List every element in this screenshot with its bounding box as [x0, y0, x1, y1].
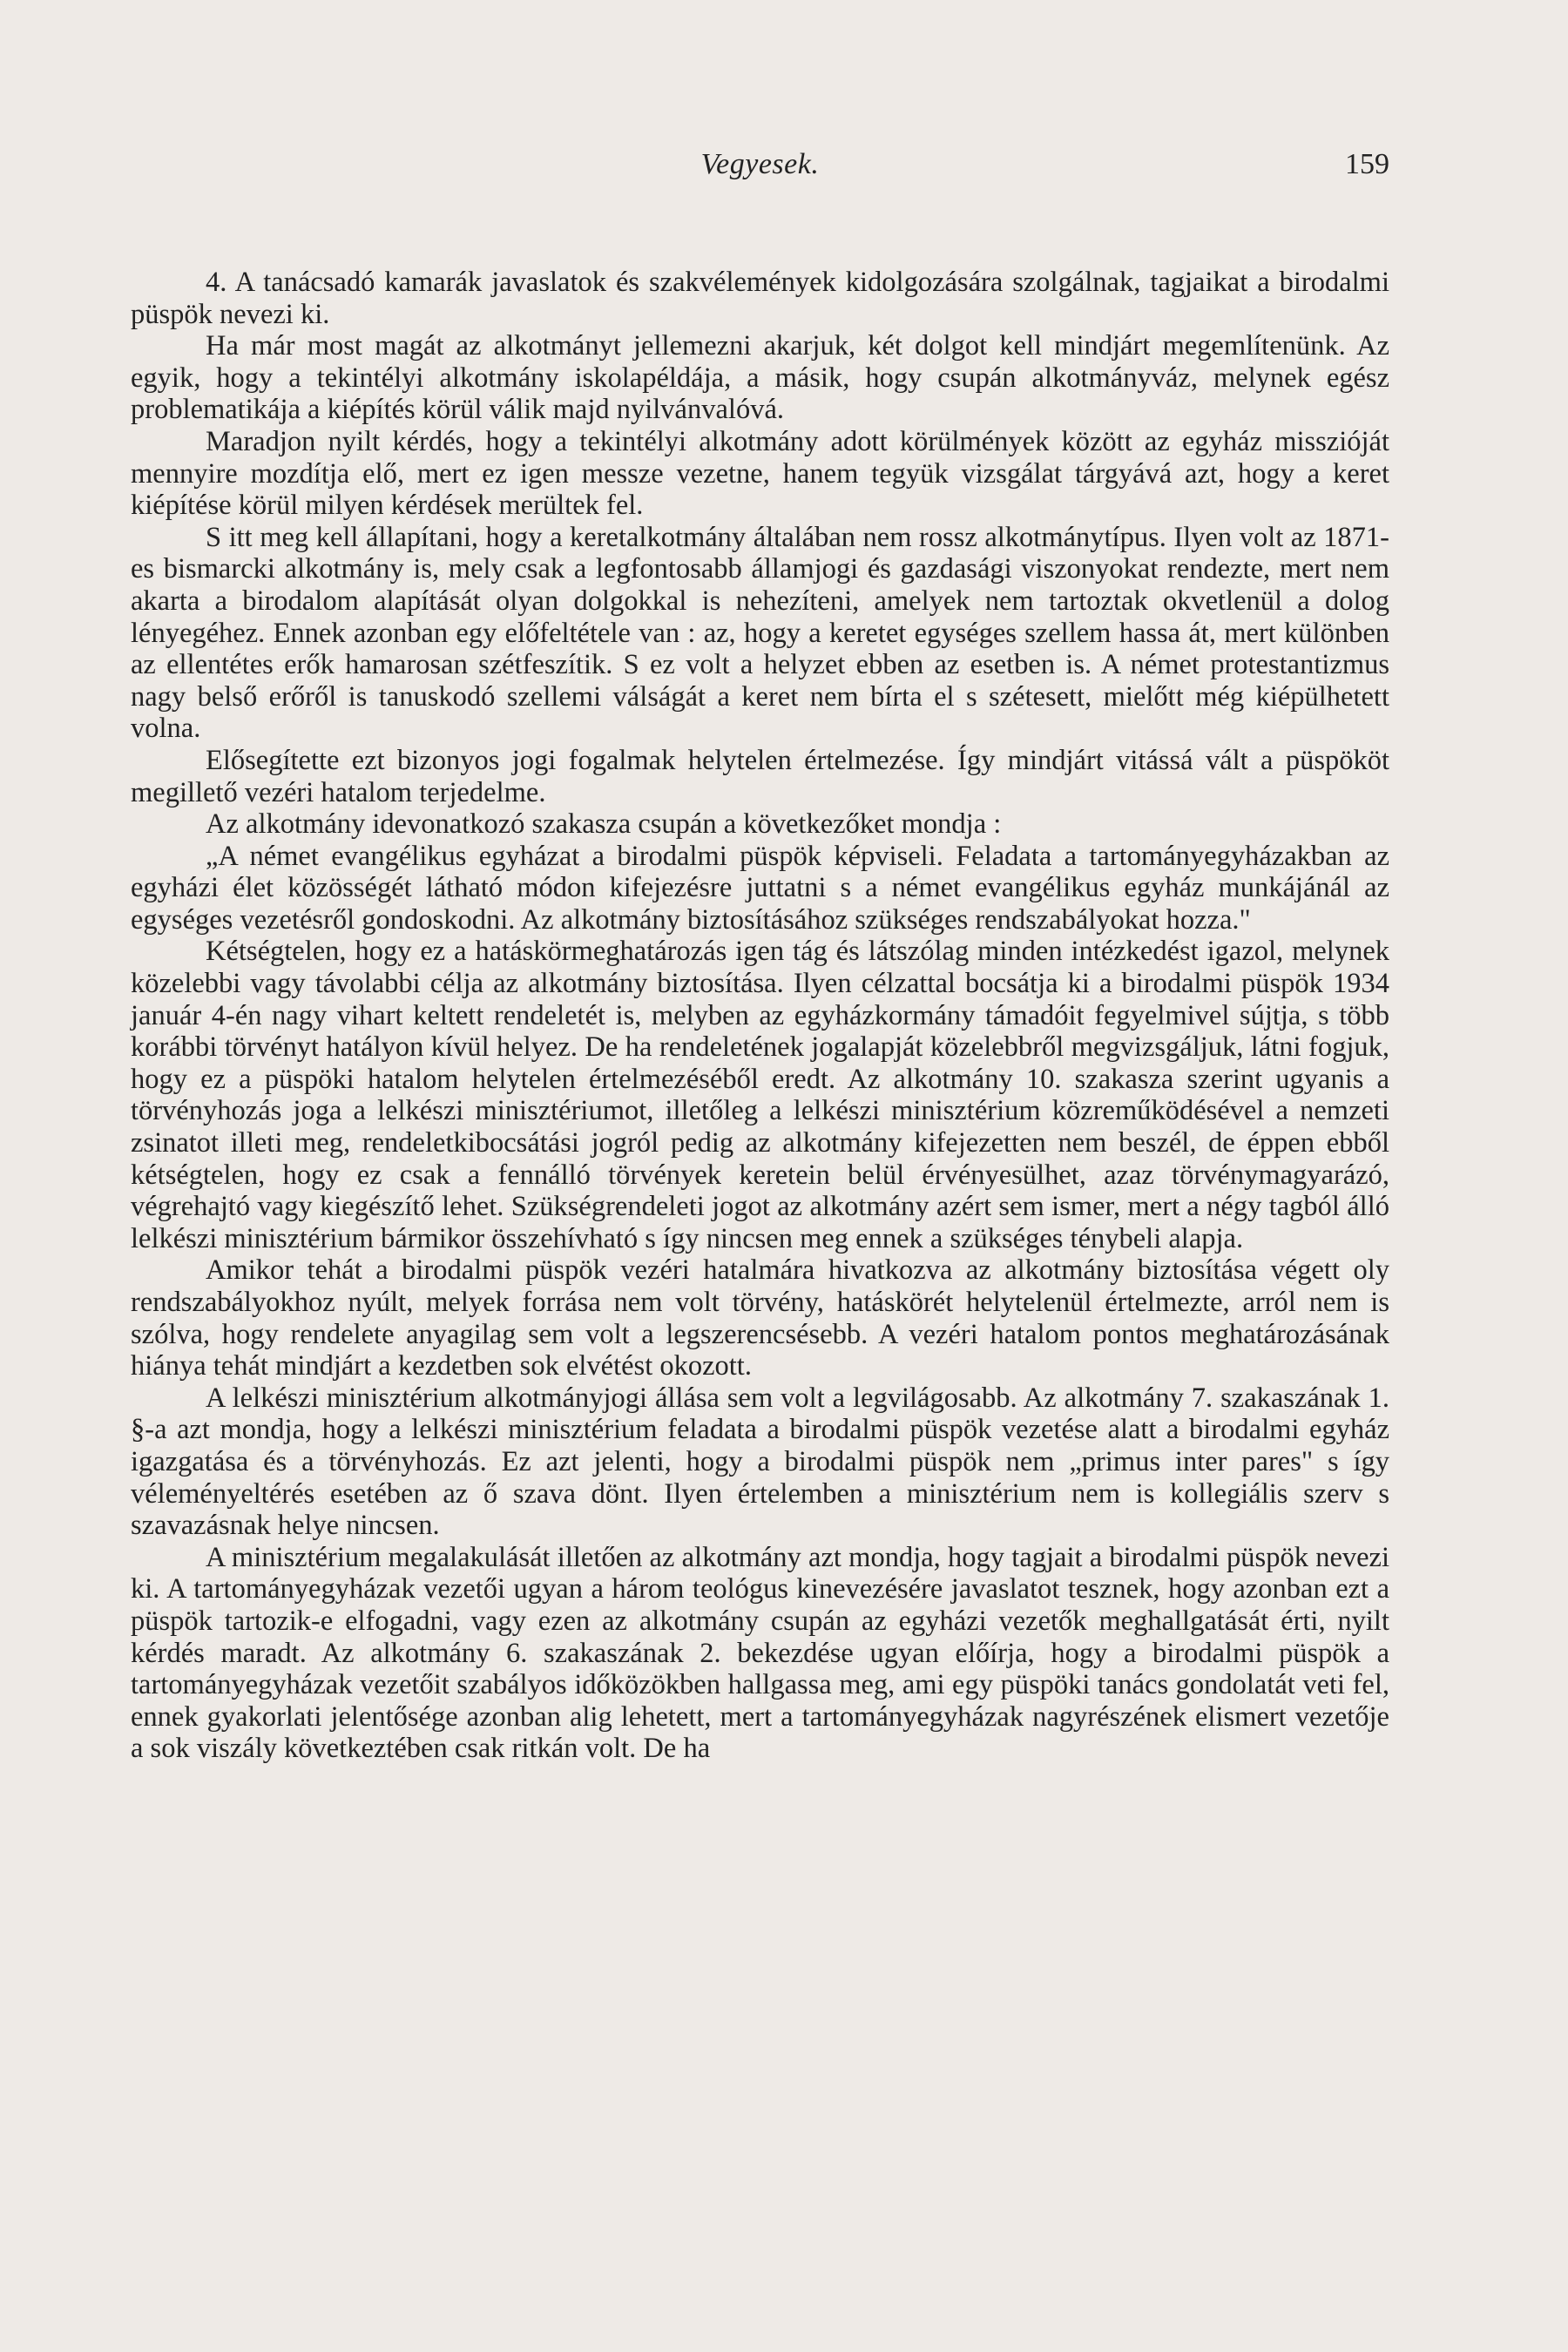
paragraph: 4. A tanácsadó kamarák javaslatok és szakvélemények kidolgozására szolgálnak, tagjaikat a birodalmi püspök nevezi ki.: [131, 267, 1389, 330]
running-header: [131, 148, 1389, 192]
paragraph: Az alkotmány idevonatkozó szakasza csupán a következőket mondja :: [206, 808, 1002, 841]
page-number: 159: [1345, 148, 1389, 180]
body-text: [131, 267, 1389, 1765]
paragraph: Amikor tehát a birodalmi püspök vezéri hatalmára hivatkozva az alkotmány biztosítása végett oly rendszabályokhoz nyúlt, melyek forrása nem volt törvény, hatáskörét helytelenül értelmezte, arról nem is szólva, hogy rendelete anyagilag sem volt a legszerencsésebb. A vezéri hatalom pontos meghatározásának hiánya tehát mindjárt a kezdetben sok elvétést okozott.: [131, 1254, 1389, 1382]
paragraph: Kétségtelen, hogy ez a hatáskörmeghatározás igen tág és látszólag minden intézkedést igazol, melynek közelebbi vagy távolabbi célja az alkotmány biztosítása. Ilyen célzattal bocsátja ki a birodalmi püspök 1934 január 4-én nagy vihart keltett rendeletét is, melyben az egyházkormány támadóit fegyelmivel sújtja, s több korábbi törvényt hatályon kívül helyez. De ha rendeletének jogalapját közelebbről megvizsgáljuk, látni fogjuk, hogy ez a püspöki hatalom helytelen értelmezéséből eredt. Az alkotmány 10. szakasza szerint ugyanis a törvényhozás joga a lelkészi minisztériumot, illetőleg a lelkészi minisztérium közreműködésével a nemzeti zsinatot illeti meg, rendeletkibocsátási jogról pedig az alkotmány kifejezetten nem beszél, de éppen ebből kétségtelen, hogy ez csak a fennálló törvények keretein belül érvényesülhet, azaz törvénymagyarázó, végrehajtó vagy kiegészítő lehet. Szükségrendeleti jogot az alkotmány azért sem ismer, mert a négy tagból álló lelkészi minisztérium bármikor összehívható s így nincsen meg ennek a szükséges ténybeli alapja.: [131, 936, 1389, 1254]
paragraph: A lelkészi minisztérium alkotmányjogi állása sem volt a legvilágosabb. Az alkotmány 7. szakaszának 1. §-a azt mondja, hogy a lelkészi minisztérium feladata a birodalmi püspök vezetése alatt a birodalmi egyház igazgatása és a törvényhozás. Ez azt jelenti, hogy a birodalmi püspök nem „primus inter pares" s így véleményeltérés esetében az ő szava dönt. Ilyen értelemben a minisztérium nem is kollegiális szerv s szavazásnak helye nincsen.: [131, 1382, 1389, 1542]
paragraph: Ha már most magát az alkotmányt jellemezni akarjuk, két dolgot kell mindjárt megemlítenünk. Az egyik, hogy a tekintélyi alkotmány iskolapéldája, a másik, hogy csupán alkotmányváz, melynek egész problematikája a kiépítés körül válik majd nyilvánvalóvá.: [131, 330, 1389, 426]
paragraph: S itt meg kell állapítani, hogy a keretalkotmány általában nem rossz alkotmánytípus. Ilyen volt az 1871-es bismarcki alkotmány is, mely csak a legfontosabb államjogi és gazdasági viszonyokat rendezte, mert nem akarta a birodalom alapítását olyan dolgokkal is nehezíteni, amelyek nem tartoztak okvetlenül a dolog lényegéhez. Ennek azonban egy előfeltétele van : az, hogy a keretet egységes szellem hassa át, mert különben az ellentétes erők hamarosan szétfeszítik. S ez volt a helyzet ebben az esetben is. A német protestantizmus nagy belső erőről is tanuskodó szellemi válságát a keret nem bírta el s szétesett, mielőtt még kiépülhetett volna.: [131, 521, 1389, 745]
paragraph: A minisztérium megalakulását illetően az alkotmány azt mondja, hogy tagjait a birodalmi püspök nevezi ki. A tartományegyházak vezetői ugyan a három teológus kinevezésére javaslatot tesznek, hogy azonban ezt a püspök tartozik-e elfogadni, vagy ezen az alkotmány csupán az egyházi vezetők meghallgatását érti, nyilt kérdés maradt. Az alkotmány 6. szakaszának 2. bekezdése ugyan előírja, hogy a birodalmi püspök a tartományegyházak vezetőit szabályos időközökben hallgassa meg, ami egy püspöki tanács gondolatát veti fel, ennek gyakorlati jelentősége azonban alig lehetett, mert a tartományegyházak nagyrészének elismert vezetője a sok viszály következtében csak ritkán volt. De ha: [131, 1541, 1389, 1765]
book-page: [131, 148, 1389, 2308]
running-title: Vegyesek.: [700, 148, 820, 180]
paragraph: Elősegítette ezt bizonyos jogi fogalmak helytelen értelmezése. Így mindjárt vitássá vált a püspököt megillető vezéri hatalom terjedelme.: [131, 744, 1389, 808]
paragraph: Maradjon nyilt kérdés, hogy a tekintélyi alkotmány adott körülmények között az egyház misszióját mennyire mozdítja elő, mert ez igen messze vezetne, hanem tegyük vizsgálat tárgyává azt, hogy a keret kiépítése körül milyen kérdések merültek fel.: [131, 425, 1389, 522]
quoted-paragraph: „A német evangélikus egyházat a birodalmi püspök képviseli. Feladata a tartományegyházakban az egyházi élet közösségét látható módon kifejezésre juttatni s a német evangélikus egyház munkájánál az egységes vezetésről gondoskodni. Az alkotmány biztosításához szükséges rendszabályokat hozza.": [131, 840, 1389, 936]
